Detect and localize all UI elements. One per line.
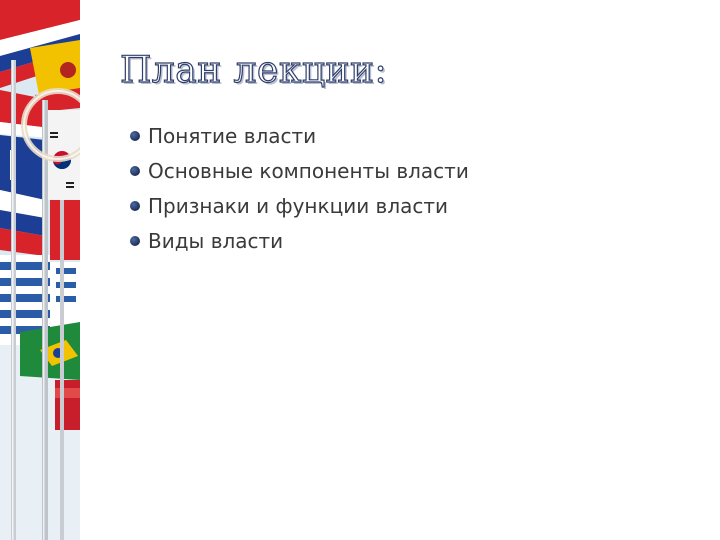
- bullet-item: [130, 118, 469, 153]
- bullet-text: Основные компоненты власти: [148, 158, 469, 183]
- bullet-dot-icon: [130, 166, 140, 176]
- bullet-text: Виды власти: [148, 228, 284, 253]
- bullet-text: Признаки и функции власти: [148, 193, 449, 218]
- bullet-list: [130, 118, 469, 258]
- bullet-text: Понятие власти: [148, 123, 317, 148]
- bullet-dot-icon: [130, 201, 140, 211]
- bullet-dot-icon: [130, 236, 140, 246]
- bullet-item: [130, 223, 469, 258]
- bullet-item: [130, 153, 469, 188]
- slide-title: План лекции:: [120, 50, 388, 91]
- bullet-item: [130, 188, 469, 223]
- flags-decoration-image: [0, 0, 80, 540]
- bullet-dot-icon: [130, 131, 140, 141]
